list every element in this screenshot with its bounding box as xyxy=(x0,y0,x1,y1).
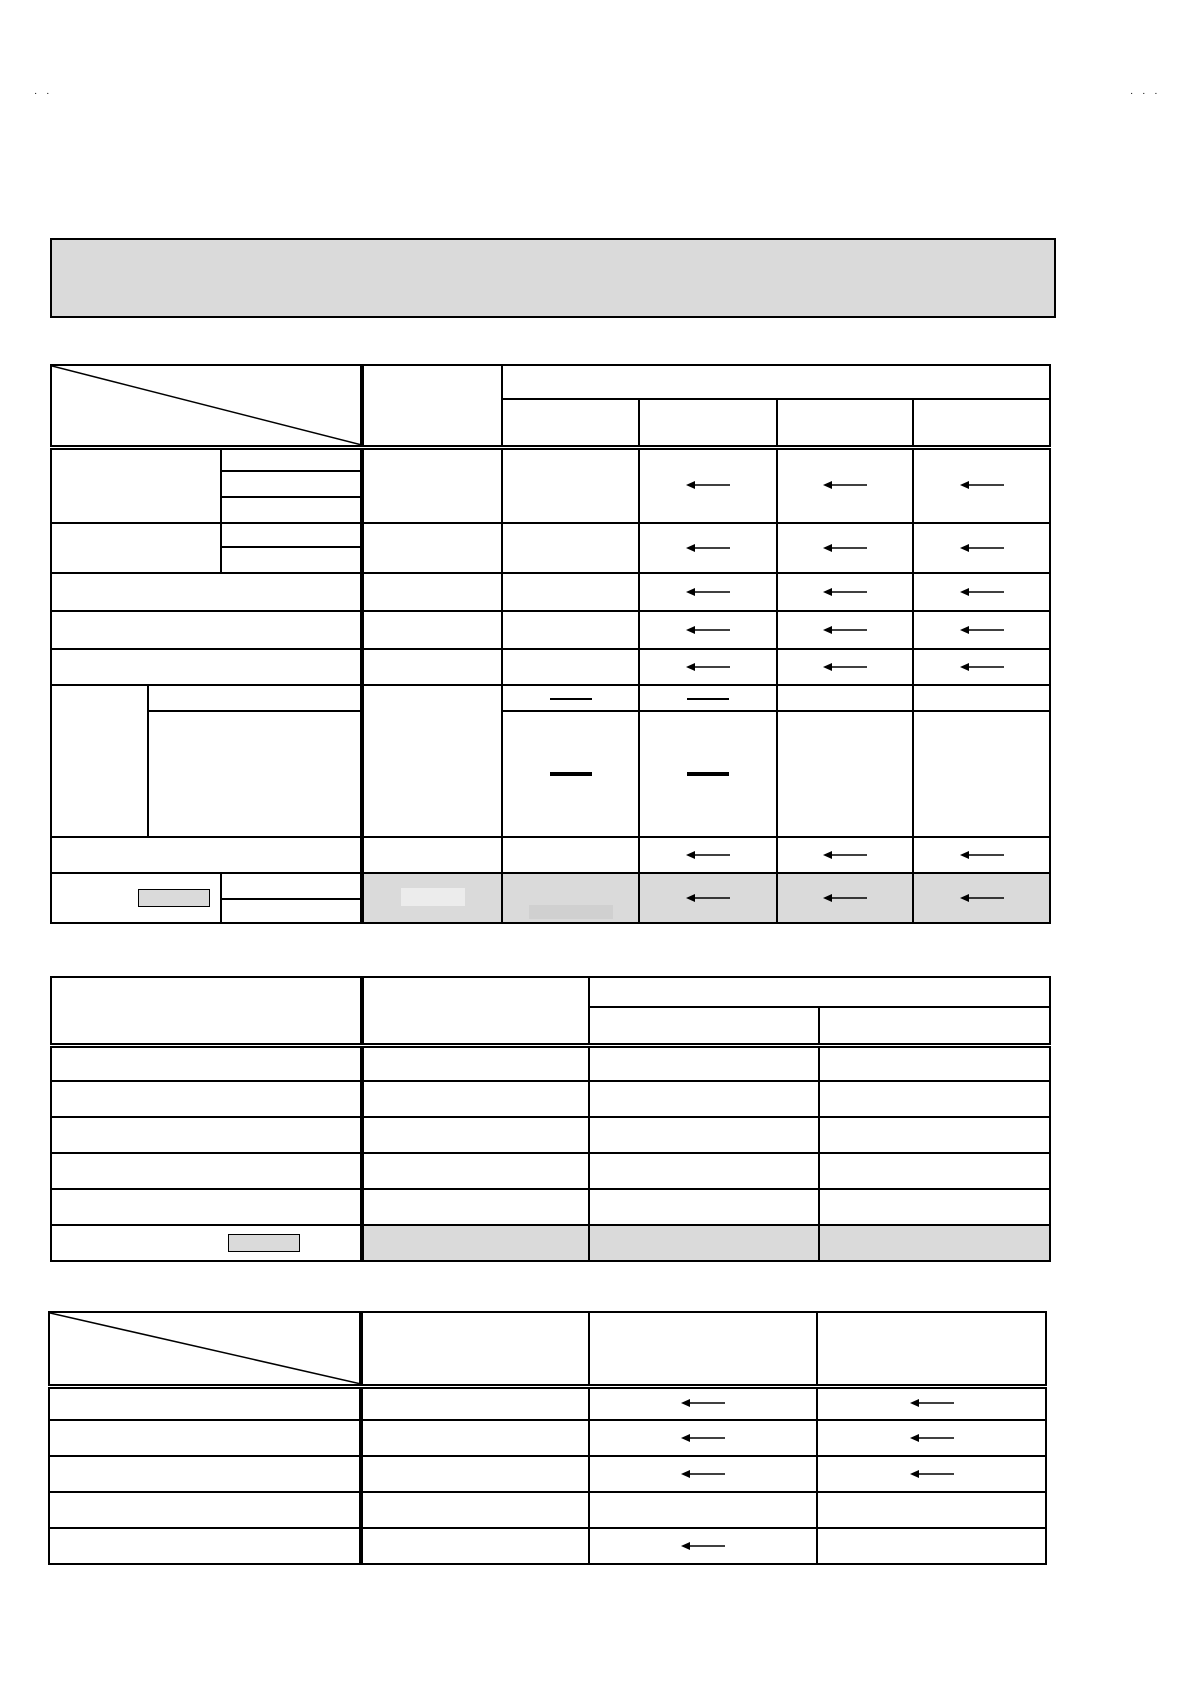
same-as-left-cell xyxy=(913,523,1050,573)
same-as-left-cell xyxy=(777,611,913,649)
row-sublabel-cell xyxy=(148,711,362,837)
left-arrow-icon xyxy=(823,587,867,597)
value-cell xyxy=(589,1189,819,1225)
value-cell xyxy=(502,523,639,573)
header-subcell xyxy=(639,399,777,447)
header-cell xyxy=(362,365,502,447)
row-label-cell xyxy=(51,1153,362,1189)
value-cell xyxy=(362,1081,589,1117)
value-cell xyxy=(362,1045,589,1081)
left-arrow-icon xyxy=(686,893,730,903)
left-arrow-icon xyxy=(823,850,867,860)
dash-line-icon xyxy=(550,774,592,776)
header-cell xyxy=(817,1312,1046,1386)
row-label-cell xyxy=(51,447,221,523)
value-cell xyxy=(819,1117,1050,1153)
header-cell xyxy=(589,1312,817,1386)
left-arrow-icon xyxy=(823,662,867,672)
value-cell xyxy=(361,1456,589,1492)
row-sublabel-cell xyxy=(221,447,362,471)
shaded-value-cell xyxy=(589,1225,819,1261)
left-arrow-icon xyxy=(960,480,1004,490)
value-cell xyxy=(589,1492,817,1528)
pale-swatch xyxy=(529,905,613,919)
same-as-left-cell xyxy=(777,523,913,573)
spec-table-1 xyxy=(50,364,1051,924)
row-sublabel-cell xyxy=(148,685,362,711)
header-subcell xyxy=(589,1007,819,1045)
corner-diagonal-cell xyxy=(51,365,362,447)
value-cell xyxy=(362,611,502,649)
same-as-left-cell xyxy=(913,837,1050,873)
same-as-left-cell xyxy=(777,837,913,873)
gray-swatch-icon xyxy=(138,889,210,907)
value-cell xyxy=(362,447,502,523)
header-subcell xyxy=(913,399,1050,447)
header-subcell xyxy=(502,399,639,447)
same-as-left-cell xyxy=(817,1386,1046,1420)
same-as-left-cell xyxy=(589,1386,817,1420)
row-sublabel-cell xyxy=(221,873,362,899)
dash-cell xyxy=(502,711,639,837)
value-cell xyxy=(361,1386,589,1420)
header-subcell xyxy=(819,1007,1050,1045)
row-label-cell xyxy=(51,1081,362,1117)
left-arrow-icon xyxy=(960,543,1004,553)
row-label-cell xyxy=(51,573,362,611)
value-cell xyxy=(819,1081,1050,1117)
value-cell xyxy=(361,1492,589,1528)
header-right-mark: · · · xyxy=(1130,88,1161,99)
dash-line-icon xyxy=(687,698,729,700)
same-as-left-cell xyxy=(777,573,913,611)
dash-cell xyxy=(639,685,777,711)
same-as-left-cell xyxy=(639,611,777,649)
value-cell xyxy=(502,611,639,649)
same-as-left-cell xyxy=(777,873,913,923)
row-sublabel-cell xyxy=(221,547,362,573)
row-label-cell xyxy=(51,649,362,685)
value-cell xyxy=(589,1117,819,1153)
row-label-cell xyxy=(51,611,362,649)
row-label-cell xyxy=(49,1420,361,1456)
left-arrow-icon xyxy=(910,1433,954,1443)
left-arrow-icon xyxy=(686,480,730,490)
spec-table-3 xyxy=(48,1311,1047,1565)
same-as-left-cell xyxy=(639,523,777,573)
left-arrow-icon xyxy=(681,1398,725,1408)
row-label-cell xyxy=(51,1225,362,1261)
value-cell xyxy=(819,1189,1050,1225)
value-cell xyxy=(502,649,639,685)
row-label-cell xyxy=(51,523,221,573)
value-cell xyxy=(819,1045,1050,1081)
value-cell xyxy=(913,685,1050,711)
left-arrow-icon xyxy=(960,625,1004,635)
dash-cell xyxy=(639,711,777,837)
left-arrow-icon xyxy=(681,1433,725,1443)
value-cell xyxy=(817,1528,1046,1564)
left-arrow-icon xyxy=(686,625,730,635)
value-cell xyxy=(362,523,502,573)
value-cell xyxy=(777,685,913,711)
value-cell xyxy=(502,837,639,873)
header-cell xyxy=(362,977,589,1045)
row-sublabel-cell xyxy=(221,471,362,497)
row-label-cell xyxy=(51,1189,362,1225)
row-sublabel-cell xyxy=(221,899,362,923)
row-sublabel-cell xyxy=(221,523,362,547)
row-label-cell xyxy=(49,1456,361,1492)
row-sublabel-cell xyxy=(221,497,362,523)
same-as-left-cell xyxy=(589,1420,817,1456)
row-label-cell xyxy=(49,1528,361,1564)
left-arrow-icon xyxy=(686,662,730,672)
value-cell xyxy=(589,1045,819,1081)
row-label-cell xyxy=(51,685,148,837)
shaded-value-cell xyxy=(362,1225,589,1261)
dash-line-icon xyxy=(550,698,592,700)
value-cell xyxy=(362,685,502,837)
same-as-left-cell xyxy=(589,1528,817,1564)
shaded-value-cell xyxy=(502,873,639,923)
value-cell xyxy=(777,711,913,837)
same-as-left-cell xyxy=(913,573,1050,611)
same-as-left-cell xyxy=(913,649,1050,685)
same-as-left-cell xyxy=(913,447,1050,523)
row-label-cell xyxy=(51,1045,362,1081)
left-arrow-icon xyxy=(686,543,730,553)
shaded-value-cell xyxy=(362,873,502,923)
left-arrow-icon xyxy=(960,587,1004,597)
same-as-left-cell xyxy=(777,649,913,685)
same-as-left-cell xyxy=(639,447,777,523)
header-group-cell xyxy=(502,365,1050,399)
value-cell xyxy=(589,1081,819,1117)
same-as-left-cell xyxy=(639,573,777,611)
value-cell xyxy=(817,1492,1046,1528)
value-cell xyxy=(819,1153,1050,1189)
same-as-left-cell xyxy=(589,1456,817,1492)
value-cell xyxy=(589,1153,819,1189)
row-label-cell xyxy=(51,873,221,923)
left-arrow-icon xyxy=(823,893,867,903)
same-as-left-cell xyxy=(913,873,1050,923)
left-arrow-icon xyxy=(960,850,1004,860)
value-cell xyxy=(362,573,502,611)
left-arrow-icon xyxy=(960,662,1004,672)
title-band xyxy=(50,238,1056,318)
same-as-left-cell xyxy=(817,1420,1046,1456)
same-as-left-cell xyxy=(639,837,777,873)
header-subcell xyxy=(777,399,913,447)
value-cell xyxy=(362,1153,589,1189)
value-cell xyxy=(502,447,639,523)
header-cell xyxy=(361,1312,589,1386)
row-label-cell xyxy=(51,837,362,873)
dash-cell xyxy=(502,685,639,711)
same-as-left-cell xyxy=(913,611,1050,649)
row-label-cell xyxy=(49,1492,361,1528)
same-as-left-cell xyxy=(777,447,913,523)
left-arrow-icon xyxy=(823,625,867,635)
left-arrow-icon xyxy=(681,1469,725,1479)
value-cell xyxy=(362,1189,589,1225)
gray-swatch-icon xyxy=(228,1234,300,1252)
row-label-cell xyxy=(51,1117,362,1153)
left-arrow-icon xyxy=(686,587,730,597)
left-arrow-icon xyxy=(686,850,730,860)
value-cell xyxy=(361,1528,589,1564)
row-label-cell xyxy=(49,1386,361,1420)
header-group-cell xyxy=(589,977,1050,1007)
dash-line-icon xyxy=(687,774,729,776)
value-cell xyxy=(362,837,502,873)
spec-table-2 xyxy=(50,976,1051,1262)
same-as-left-cell xyxy=(639,649,777,685)
header-cell xyxy=(51,977,362,1045)
header-left-mark: · · xyxy=(34,88,53,99)
shaded-value-cell xyxy=(819,1225,1050,1261)
value-cell xyxy=(502,573,639,611)
left-arrow-icon xyxy=(910,1469,954,1479)
same-as-left-cell xyxy=(817,1456,1046,1492)
same-as-left-cell xyxy=(639,873,777,923)
value-cell xyxy=(362,649,502,685)
left-arrow-icon xyxy=(960,893,1004,903)
value-cell xyxy=(362,1117,589,1153)
left-arrow-icon xyxy=(823,480,867,490)
left-arrow-icon xyxy=(823,543,867,553)
left-arrow-icon xyxy=(910,1398,954,1408)
value-cell xyxy=(913,711,1050,837)
left-arrow-icon xyxy=(681,1541,725,1551)
corner-diagonal-cell xyxy=(49,1312,361,1386)
value-cell xyxy=(361,1420,589,1456)
pale-swatch xyxy=(401,888,465,906)
